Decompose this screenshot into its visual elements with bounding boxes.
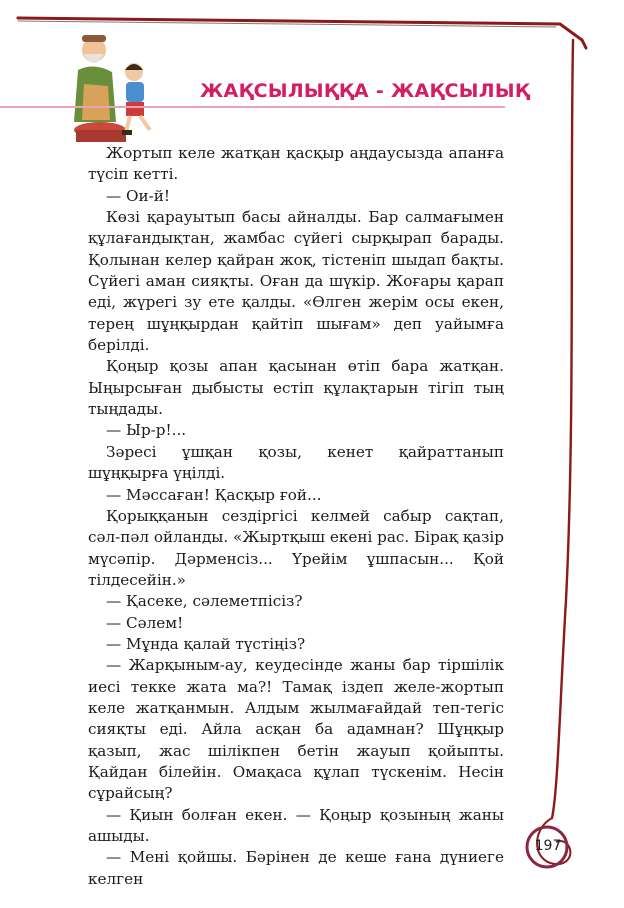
old-man-hat bbox=[82, 35, 106, 42]
paragraph-11: — Мұнда қалай түстіңіз? bbox=[106, 634, 306, 653]
boy-shirt bbox=[126, 82, 144, 102]
boy-legs bbox=[126, 116, 150, 132]
paragraph-2: — Ои-й! bbox=[106, 186, 170, 205]
old-man-beard bbox=[84, 54, 104, 63]
story-text bbox=[88, 143, 504, 890]
boy-shoes bbox=[122, 130, 132, 135]
paragraph-9: — Қасеке, сәлеметпісіз? bbox=[106, 592, 303, 611]
frame-right-line bbox=[552, 40, 573, 818]
paragraph-7: — Мәссаған! Қасқыр ғой... bbox=[106, 485, 322, 504]
paragraph-1: Жортып келе жатқан қасқыр аңдаусызда апанға түсіп кетті. bbox=[88, 144, 504, 184]
header-divider bbox=[0, 106, 505, 108]
paragraph-4: Қоңыр қозы апан қасынан өтіп бара жатқан. Ыңырсыған дыбысты естіп құлақтарын тігіп тың тыңдады. bbox=[88, 357, 504, 419]
paragraph-12: — Жарқыным-ау, кеудесінде жаны бар тіршілік иесі текке жата ма?! Тамақ іздеп желе-жортып келе жатқанмын. Алдым жылмағайдай теп-тегіс сияқты еді. Айла асқан ба адамнан? Шұңқыр қазып, жас шілікпен бетін жауып қойыпты. Қайдан білейін. Омақаса құлап түскенім. Несін сұрайсың? bbox=[88, 656, 504, 803]
paragraph-3: Көзі қарауытып басы айналды. Бар салмағымен құлағандықтан, жамбас сүйегі сырқырап барады. Қолынан келер қайран жоқ, тістеніп шыдап бақты. Сүйегі аман сияқты. Оған да шүкір. Жоғары қарап еді, жүрегі зу ете қалды. «Өлген жерім осы екен, терең шұңқырдан қайтіп шығам» деп уайымға берілді. bbox=[88, 208, 504, 355]
boy-hair bbox=[125, 64, 143, 70]
boy-pants bbox=[126, 102, 144, 116]
page-title: ЖАҚСЫЛЫҚҚА - ЖАҚСЫЛЫҚ bbox=[200, 80, 530, 102]
paragraph-8: Қорыққанын сездіргісі келмей сабыр сақтап, сәл-пәл ойланды. «Жыртқыш екені рас. Бірақ қазір мүсәпір. Дәрменсіз... Үрейім ұшпасын... Қой тілдесейін.» bbox=[88, 506, 505, 589]
paragraph-6: Зәресі ұшқан қозы, кенет қайраттанып шұңқырға үңілді. bbox=[88, 442, 504, 483]
page-number: 197 bbox=[534, 838, 562, 854]
stool-legs bbox=[76, 130, 126, 142]
paragraph-13: — Қиын болған екен. — Қоңыр қозының жаны ашыды. bbox=[88, 805, 504, 845]
old-man-robe bbox=[82, 84, 110, 120]
paragraph-5: — Ыр-р!... bbox=[106, 421, 187, 440]
old-man-and-boy-illustration bbox=[60, 26, 172, 146]
paragraph-14: — Мені қойшы. Бәрінен де кеше ғана дүниеге келген bbox=[88, 848, 504, 888]
paragraph-10: — Сәлем! bbox=[106, 613, 184, 632]
